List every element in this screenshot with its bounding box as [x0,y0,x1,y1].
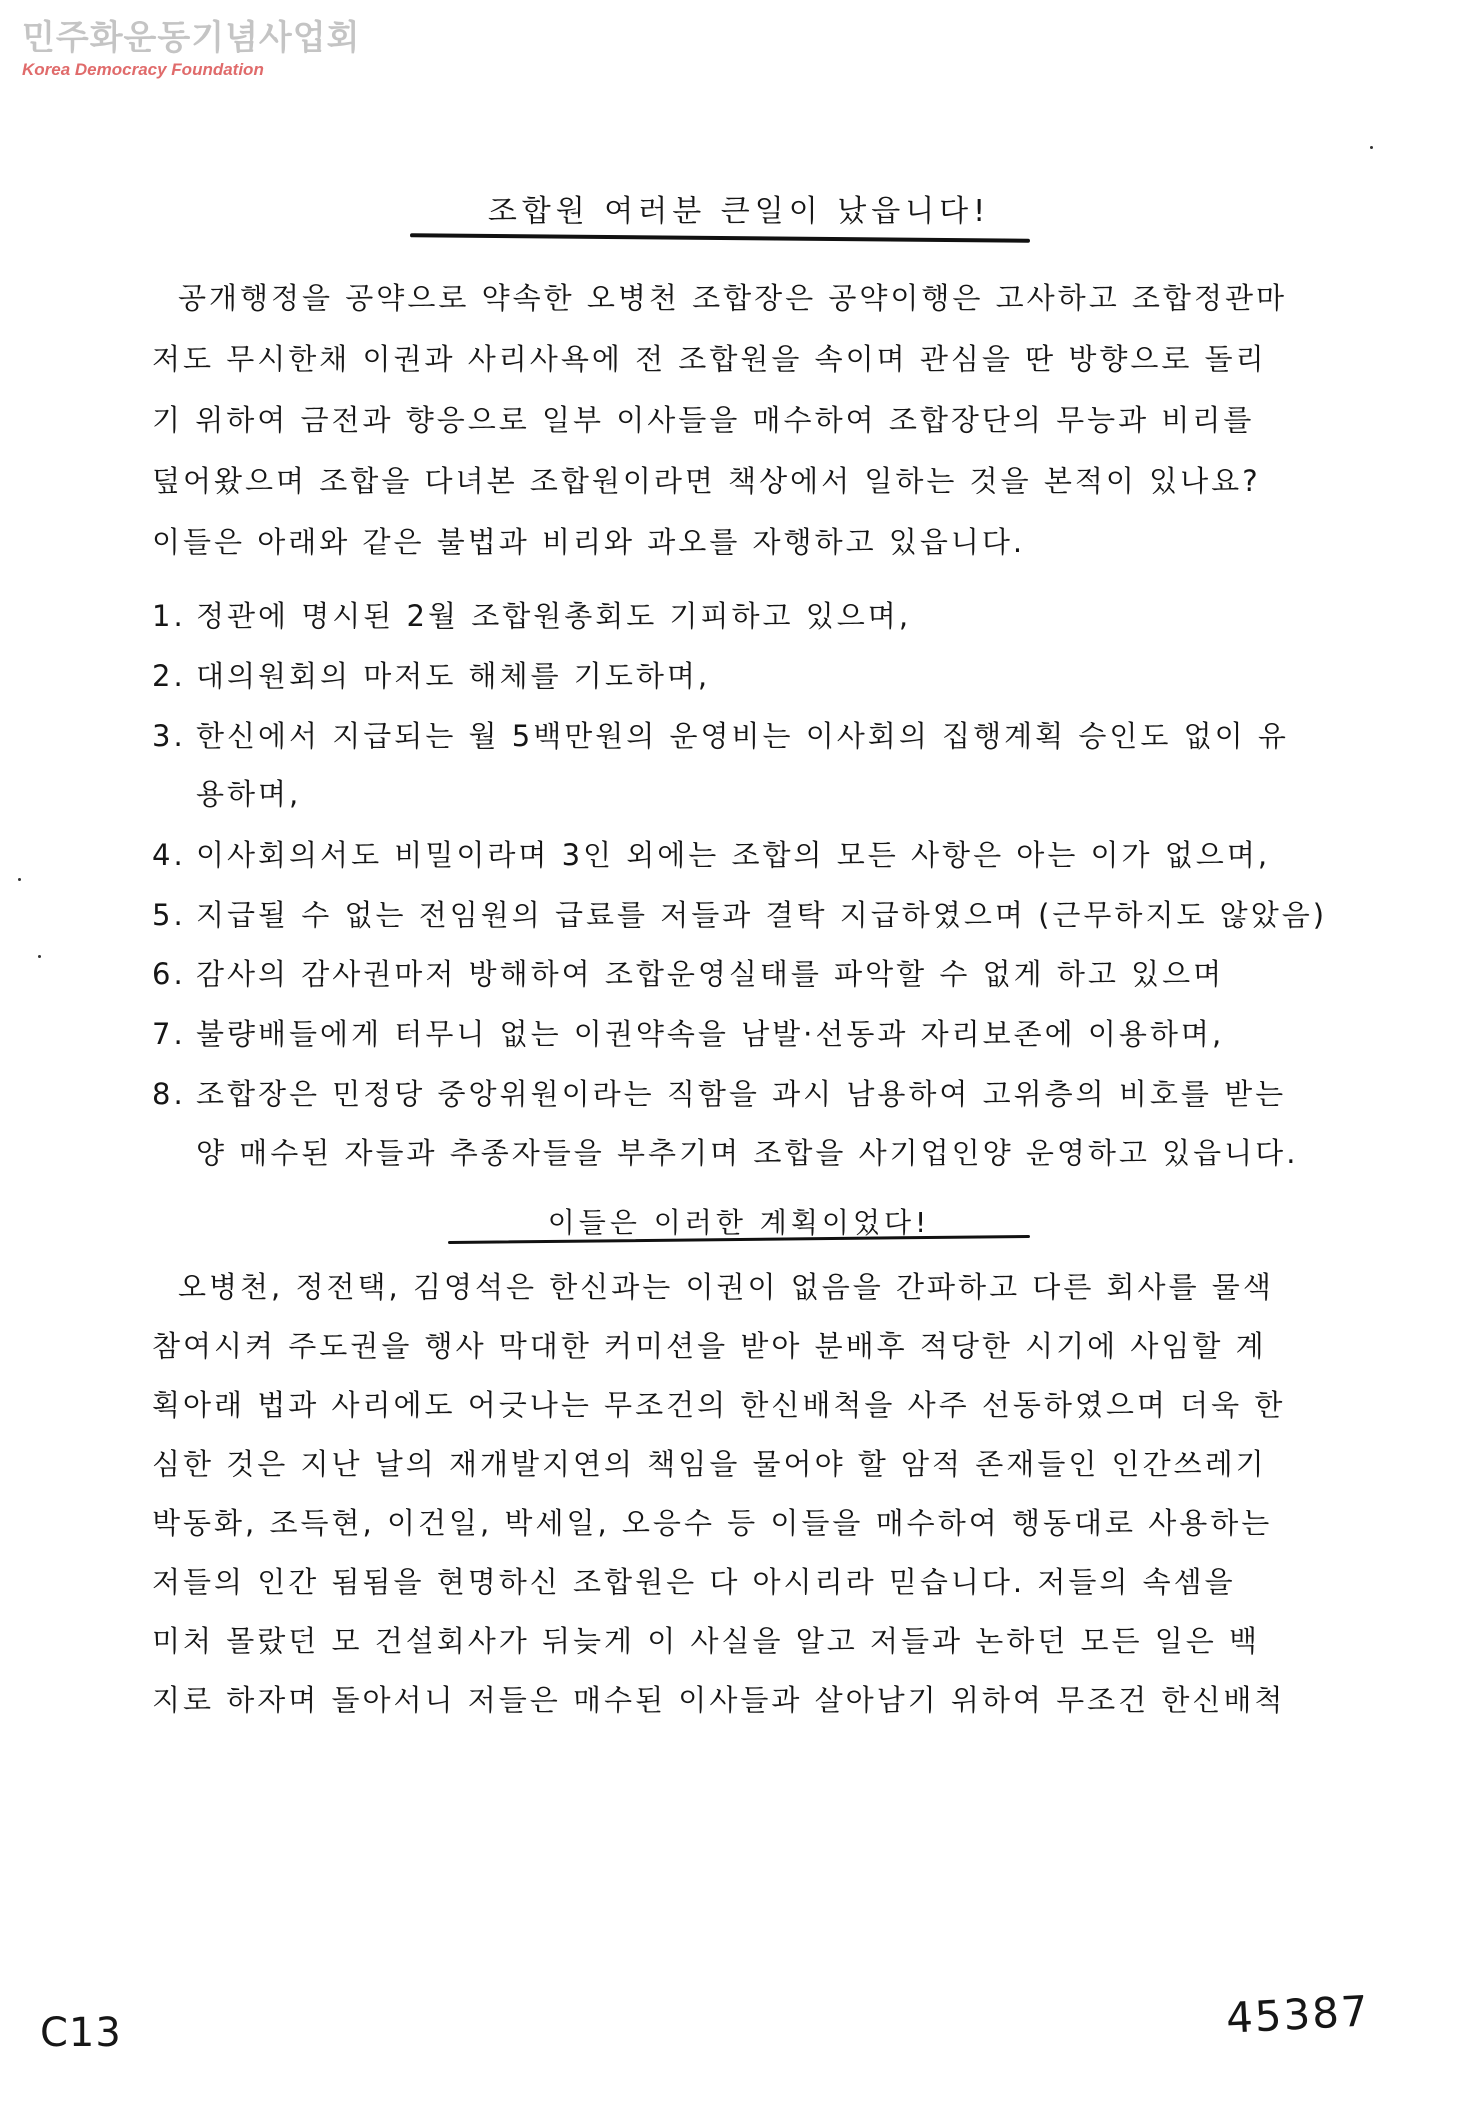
list-item-text: 이사회의서도 비밀이라며 3인 외에는 조합의 모든 사항은 아는 이가 없으며, [196,838,1271,872]
body-line: 획아래 법과 사리에도 어긋나는 무조건의 한신배척을 사주 선동하였으며 더욱 한 [152,1388,1286,1422]
body-line: 저들의 인간 됨됨을 현명하신 조합원은 다 아시리라 믿습니다. 저들의 속셈을 [152,1565,1236,1599]
body-line: 박동화, 조득현, 이건일, 박세일, 오응수 등 이들을 매수하여 행동대로 사용하는 [152,1506,1273,1540]
list-item [152,952,1224,993]
intro-line: 이들은 아래와 같은 불법과 비리와 과오를 자행하고 있읍니다. [152,525,1026,559]
list-item-number: 5. [152,898,186,932]
scan-speck [18,878,21,881]
scan-speck [1370,146,1373,149]
intro-line: 공개행정을 공약으로 약속한 오병천 조합장은 공약이행은 고사하고 조합정관마 [178,281,1287,315]
body-line: 오병천, 정전택, 김영석은 한신과는 이권이 없음을 간파하고 다른 회사를 물색 [178,1270,1274,1304]
intro-line: 저도 무시한채 이권과 사리사욕에 전 조합원을 속이며 관심을 딴 방향으로 돌리 [152,342,1267,376]
list-item-number: 6. [152,957,186,991]
intro-line: 덮어왔으며 조합을 다녀본 조합원이라면 책상에서 일하는 것을 본적이 있나요? [152,464,1261,498]
list-item-continuation: 양 매수된 자들과 추종자들을 부추기며 조합을 사기업인양 운영하고 있읍니다. [196,1136,1299,1170]
list-item-number: 4. [152,838,186,872]
list-item-number: 8. [152,1077,186,1111]
body-line: 미처 몰랐던 모 건설회사가 뒤늦게 이 사실을 알고 저들과 논하던 모든 일은 백 [152,1624,1261,1658]
list-item [152,1072,1286,1113]
list-item [152,893,1327,934]
list-item-number: 1. [152,599,186,633]
list-item-continuation: 용하며, [196,777,302,811]
list-item-text: 감사의 감사권마저 방해하여 조합운영실태를 파악할 수 없게 하고 있으며 [196,957,1225,991]
list-item-text: 불량배들에게 터무니 없는 이권약속을 남발·선동과 자리보존에 이용하며, [196,1017,1225,1051]
list-item-text: 정관에 명시된 2월 조합원총회도 기피하고 있으며, [196,599,912,633]
list-item [152,714,1289,755]
list-item [152,654,710,695]
watermark-korean: 민주화운동기념사업회 [22,18,361,58]
list-item [152,1012,1224,1053]
page-mark: C13 [40,2010,122,2056]
foundation-watermark [22,16,360,80]
watermark-english: Korea Democracy Foundation [22,60,264,79]
list-item-number: 3. [152,719,186,753]
document-title: 조합원 여러분 큰일이 났읍니다! [487,194,991,229]
list-item-number: 7. [152,1017,186,1051]
scan-speck [38,955,41,958]
list-item [152,833,1270,874]
list-item-text: 한신에서 지급되는 월 5백만원의 운영비는 이사회의 집행계획 승인도 없이 유 [196,719,1289,753]
body-line: 참여시켜 주도권을 행사 막대한 커미션을 받아 분배후 적당한 시기에 사임할 계 [152,1329,1267,1363]
document-number: 45387 [1224,1986,1371,2043]
intro-line: 기 위하여 금전과 향응으로 일부 이사들을 매수하여 조합장단의 무능과 비리를 [152,403,1255,437]
title-underline [410,233,1030,242]
list-item-text: 조합장은 민정당 중앙위원이라는 직함을 과시 남용하여 고위층의 비호를 받는 [196,1077,1287,1111]
list-item-text: 지급될 수 없는 전임원의 급료를 저들과 결탁 지급하였으며 (근무하지도 않았음) [196,898,1328,932]
list-item [152,594,911,635]
list-item-text: 대의원회의 마저도 해체를 기도하며, [196,659,711,693]
list-item-number: 2. [152,659,186,693]
section-subtitle: 이들은 이러한 계획이었다! [547,1206,931,1239]
body-line: 지로 하자며 돌아서니 저들은 매수된 이사들과 살아남기 위하여 무조건 한신배척 [152,1683,1286,1717]
body-line: 심한 것은 지난 날의 재개발지연의 책임을 물어야 할 암적 존재들인 인간쓰레기 [152,1447,1267,1481]
